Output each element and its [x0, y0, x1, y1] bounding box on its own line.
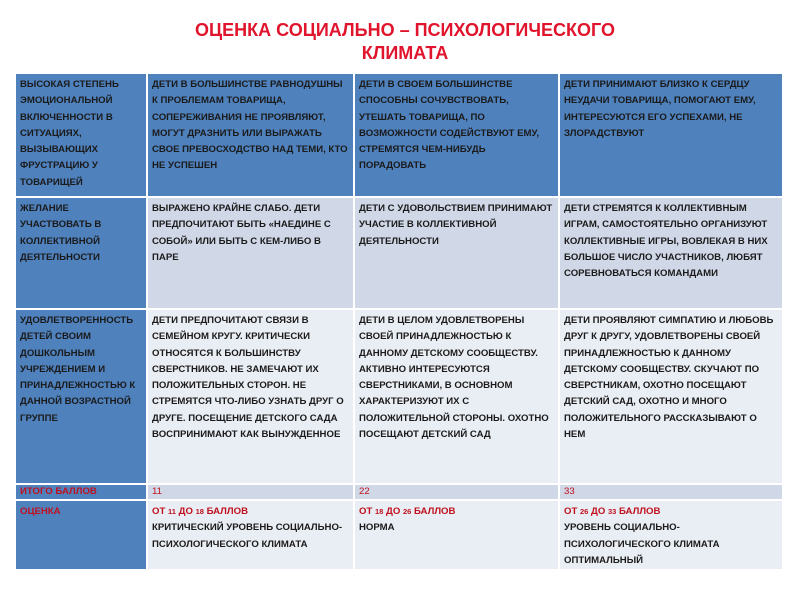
assessment-high — [559, 500, 783, 570]
slide-title — [0, 19, 800, 65]
assessment-label: ОЦЕНКА — [15, 500, 147, 570]
criterion-cell: УДОВЛЕТВОРЕННОСТЬ ДЕТЕЙ СВОИМ ДОШКОЛЬНЫМ УЧРЕЖДЕНИЕМ И ПРИНАДЛЕЖНОСТЬЮ К ДАННОЙ ВОЗРАСТНОЙ ГРУППЕ — [15, 309, 147, 484]
score-range: ОТ 11 ДО 18 БАЛЛОВ — [152, 506, 249, 517]
assessment-text: КРИТИЧЕСКИЙ УРОВЕНЬ СОЦИАЛЬНО-ПСИХОЛОГИЧЕСКОГО КЛИМАТА — [152, 522, 343, 550]
low-level-cell: ДЕТИ В БОЛЬШИНСТВЕ РАВНОДУШНЫ К ПРОБЛЕМАМ ТОВАРИЩА, СОПЕРЕЖИВАНИЯ НЕ ПРОЯВЛЯЮТ, МОГУТ ДРАЗНИТЬ ИЛИ ВЫРАЖАТЬ СВОЕ ПРЕВОСХОДСТВО НАД ТЕМИ, КТО НЕ УСПЕШЕН — [147, 73, 354, 197]
title-line-2: КЛИМАТА — [361, 43, 449, 63]
criterion-cell: ВЫСОКАЯ СТЕПЕНЬ ЭМОЦИОНАЛЬНОЙ ВКЛЮЧЕННОСТИ В СИТУАЦИЯХ, ВЫЗЫВАЮЩИХ ФРУСТРАЦИЮ У ТОВАРИЩЕЙ — [15, 73, 147, 197]
assessment-low — [147, 500, 354, 570]
total-high: 33 — [559, 484, 783, 500]
table-row — [15, 197, 783, 309]
mid-level-cell: ДЕТИ В СВОЕМ БОЛЬШИНСТВЕ СПОСОБНЫ СОЧУВСТВОВАТЬ, УТЕШАТЬ ТОВАРИЩА, ПО ВОЗМОЖНОСТИ СОДЕЙСТВУЮТ ЕМУ, СТРЕМЯТСЯ ЧЕМ-НИБУДЬ ПОРАДОВАТЬ — [354, 73, 559, 197]
totals-row — [15, 484, 783, 500]
high-level-cell: ДЕТИ СТРЕМЯТСЯ К КОЛЛЕКТИВНЫМ ИГРАМ, САМОСТОЯТЕЛЬНО ОРГАНИЗУЮТ КОЛЛЕКТИВНЫЕ ИГРЫ, ВОВЛЕКАЯ В НИХ БОЛЬШОЕ ЧИСЛО УЧАСТНИКОВ, ЛЮБЯТ СОРЕВНОВАТЬСЯ КОМАНДАМИ — [559, 197, 783, 309]
totals-label: ИТОГО БАЛЛОВ — [15, 484, 147, 500]
low-level-cell: ВЫРАЖЕНО КРАЙНЕ СЛАБО. ДЕТИ ПРЕДПОЧИТАЮТ БЫТЬ «НАЕДИНЕ С СОБОЙ» ИЛИ БЫТЬ С КЕМ-ЛИБО В ПАРЕ — [147, 197, 354, 309]
high-level-cell: ДЕТИ ПРИНИМАЮТ БЛИЗКО К СЕРДЦУ НЕУДАЧИ ТОВАРИЩА, ПОМОГАЮТ ЕМУ, ИНТЕРЕСУЮТСЯ ЕГО УСПЕХАМИ, НЕ ЗЛОРАДСТВУЮТ — [559, 73, 783, 197]
title-line-1: ОЦЕНКА СОЦИАЛЬНО – ПСИХОЛОГИЧЕСКОГО — [195, 20, 615, 40]
climate-assessment-table — [14, 72, 784, 571]
assessment-row — [15, 500, 783, 570]
mid-level-cell: ДЕТИ В ЦЕЛОМ УДОВЛЕТВОРЕНЫ СВОЕЙ ПРИНАДЛЕЖНОСТЬЮ К ДАННОМУ ДЕТСКОМУ СООБЩЕСТВУ. АКТИВНО ИНТЕРЕСУЮТСЯ СВЕРСТНИКАМИ, В ОСНОВНОМ ХАРАКТЕРИЗУЮТ ИХ С ПОЛОЖИТЕЛЬНОЙ СТОРОНЫ. ОХОТНО ПОСЕЩАЮТ ДЕТСКИЙ САД — [354, 309, 559, 484]
low-level-cell: ДЕТИ ПРЕДПОЧИТАЮТ СВЯЗИ В СЕМЕЙНОМ КРУГУ. КРИТИЧЕСКИ ОТНОСЯТСЯ К БОЛЬШИНСТВУ СВЕРСТНИКОВ. НЕ ЗАМЕЧАЮТ ИХ ПОЛОЖИТЕЛЬНЫХ СТОРОН. НЕ СТРЕМЯТСЯ ЧТО-ЛИБО УЗНАТЬ ДРУГ О ДРУГЕ. ПОСЕЩЕНИЕ ДЕТСКОГО САДА ВОСПРИНИМАЮТ КАК ВЫНУЖДЕННОЕ — [147, 309, 354, 484]
assessment-mid — [354, 500, 559, 570]
assessment-text: УРОВЕНЬ СОЦИАЛЬНО-ПСИХОЛОГИЧЕСКОГО КЛИМАТА ОПТИМАЛЬНЫЙ — [564, 522, 720, 566]
mid-level-cell: ДЕТИ С УДОВОЛЬСТВИЕМ ПРИНИМАЮТ УЧАСТИЕ В КОЛЛЕКТИВНОЙ ДЕЯТЕЛЬНОСТИ — [354, 197, 559, 309]
score-range: ОТ 26 ДО 33 БАЛЛОВ — [564, 506, 661, 517]
criterion-cell: ЖЕЛАНИЕ УЧАСТВОВАТЬ В КОЛЛЕКТИВНОЙ ДЕЯТЕЛЬНОСТИ — [15, 197, 147, 309]
total-low: 11 — [147, 484, 354, 500]
assessment-text: НОРМА — [359, 522, 395, 534]
table-row — [15, 309, 783, 484]
total-mid: 22 — [354, 484, 559, 500]
score-range: ОТ 18 ДО 26 БАЛЛОВ — [359, 506, 456, 517]
table-row — [15, 73, 783, 197]
high-level-cell: ДЕТИ ПРОЯВЛЯЮТ СИМПАТИЮ И ЛЮБОВЬ ДРУГ К ДРУГУ, УДОВЛЕТВОРЕНЫ СВОЕЙ ПРИНАДЛЕЖНОСТЬЮ К ДАННОМУ ДЕТСКОМУ СООБЩЕСТВУ. СКУЧАЮТ ПО СВЕРСТНИКАМ, ОХОТНО ПОСЕЩАЮТ ДЕТСКИЙ САД, ОХОТНО И МНОГО ПОЛОЖИТЕЛЬНОГО РАССКАЗЫВАЮТ О НЕМ — [559, 309, 783, 484]
